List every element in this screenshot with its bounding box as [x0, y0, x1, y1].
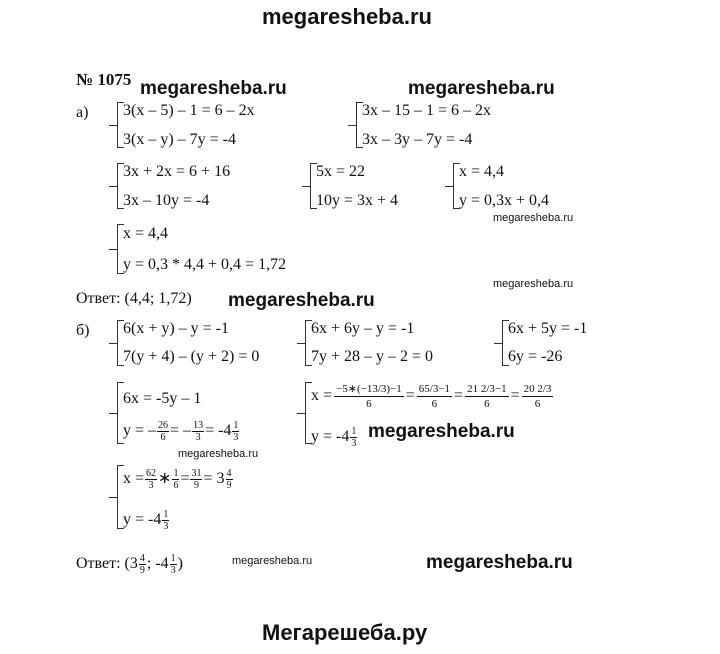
- watermark-small: megaresheba.ru: [493, 278, 574, 290]
- equation-line: x = 4,4: [459, 163, 505, 180]
- fraction: $\frac{1}{3}$: [351, 425, 357, 449]
- fraction: $\frac{1}{3}$: [170, 552, 176, 576]
- expr-text: = –: [170, 422, 192, 439]
- equation-line: 3(x – y) – 7y = -4: [123, 131, 237, 148]
- equation-line: 6x + 5y = -1: [508, 320, 588, 337]
- equation-line: 6(x + y) – y = -1: [123, 320, 230, 337]
- watermark-mid: megaresheba.ru: [368, 421, 515, 442]
- part-a-label: а): [76, 104, 89, 121]
- fraction: $\frac{20 2/3}{6}$: [523, 382, 552, 410]
- equation-line: [311, 378, 555, 414]
- fraction: $\frac{-5∗(-13/3)-1}{6}$: [336, 382, 402, 410]
- equation-line: [123, 416, 240, 446]
- fraction: $\frac{1}{3}$: [233, 419, 239, 443]
- equation-line: 3(x – 5) – 1 = 6 – 2x: [123, 102, 255, 119]
- watermark-mid: megaresheba.ru: [228, 290, 375, 311]
- fraction: $\frac{1}{6}$: [173, 467, 179, 491]
- equation-line: x = 4,4: [123, 225, 169, 242]
- problem-number: № 1075: [76, 70, 132, 89]
- fraction: $\frac{21 2/3-1}{6}$: [467, 382, 507, 410]
- fraction: $\frac{13}{3}$: [193, 419, 204, 443]
- expr-text: =: [454, 387, 464, 404]
- expr-text: y = -4: [311, 428, 350, 445]
- equation-line: 6y = -26: [508, 348, 563, 365]
- watermark-bottom: Мегарешеба.ру: [262, 620, 428, 645]
- equation-line: 6x = -5y – 1: [123, 390, 202, 407]
- watermark-top: megaresheba.ru: [262, 4, 432, 29]
- watermark-small: megaresheba.ru: [493, 212, 574, 224]
- equation-line: 7y + 28 – y – 2 = 0: [311, 348, 434, 365]
- equation-line: y = 0,3 * 4,4 + 0,4 = 1,72: [123, 256, 287, 273]
- answer-a: Ответ: (4,4; 1,72): [76, 290, 192, 307]
- equation-line: [311, 423, 358, 451]
- equation-line: 10y = 3x + 4: [316, 192, 399, 209]
- equation-line: 7(y + 4) – (y + 2) = 0: [123, 348, 260, 365]
- equation-line: 3x – 10y = -4: [123, 192, 210, 209]
- part-b-label: б): [76, 322, 90, 339]
- watermark-mid: megaresheba.ru: [140, 78, 287, 99]
- equation-line: 3x + 2x = 6 + 16: [123, 163, 231, 180]
- expr-text: ; -4: [146, 555, 169, 572]
- equation-line: 6x + 6y – y = -1: [311, 320, 415, 337]
- equation-line: 3x – 3y – 7y = -4: [362, 131, 473, 148]
- expr-text: x =: [311, 387, 333, 404]
- expr-text: ): [177, 555, 183, 572]
- fraction: $\frac{26}{6}$: [158, 419, 169, 443]
- equation-line: y = 0,3x + 0,4: [459, 192, 550, 209]
- expr-text: =: [510, 387, 520, 404]
- watermark-mid: megaresheba.ru: [408, 78, 555, 99]
- fraction: $\frac{31}{9}$: [191, 467, 202, 491]
- expr-text: ∗: [158, 470, 172, 487]
- fraction: $\frac{4}{9}$: [226, 467, 232, 491]
- equation-line: 5x = 22: [316, 163, 366, 180]
- answer-b: [76, 549, 183, 579]
- watermark-small: megaresheba.ru: [178, 448, 259, 460]
- equation-line: 3x – 15 – 1 = 6 – 2x: [362, 102, 492, 119]
- expr-text: y = -4: [123, 511, 162, 528]
- equation-line: [123, 464, 234, 494]
- watermark-mid: megaresheba.ru: [426, 552, 573, 573]
- fraction: $\frac{62}{3}$: [146, 467, 157, 491]
- watermark-small: megaresheba.ru: [232, 555, 313, 567]
- expr-text: Ответ: (3: [76, 555, 138, 572]
- fraction: $\frac{65/3-1}{6}$: [418, 382, 451, 410]
- expr-text: y = –: [123, 422, 157, 439]
- expr-text: = -4: [205, 422, 232, 439]
- expr-text: =: [405, 387, 415, 404]
- equation-line: [123, 506, 170, 534]
- expr-text: x =: [123, 470, 145, 487]
- expr-text: = 3: [203, 470, 225, 487]
- fraction: $\frac{4}{9}$: [139, 552, 145, 576]
- fraction: $\frac{1}{3}$: [163, 508, 169, 532]
- expr-text: =: [180, 470, 190, 487]
